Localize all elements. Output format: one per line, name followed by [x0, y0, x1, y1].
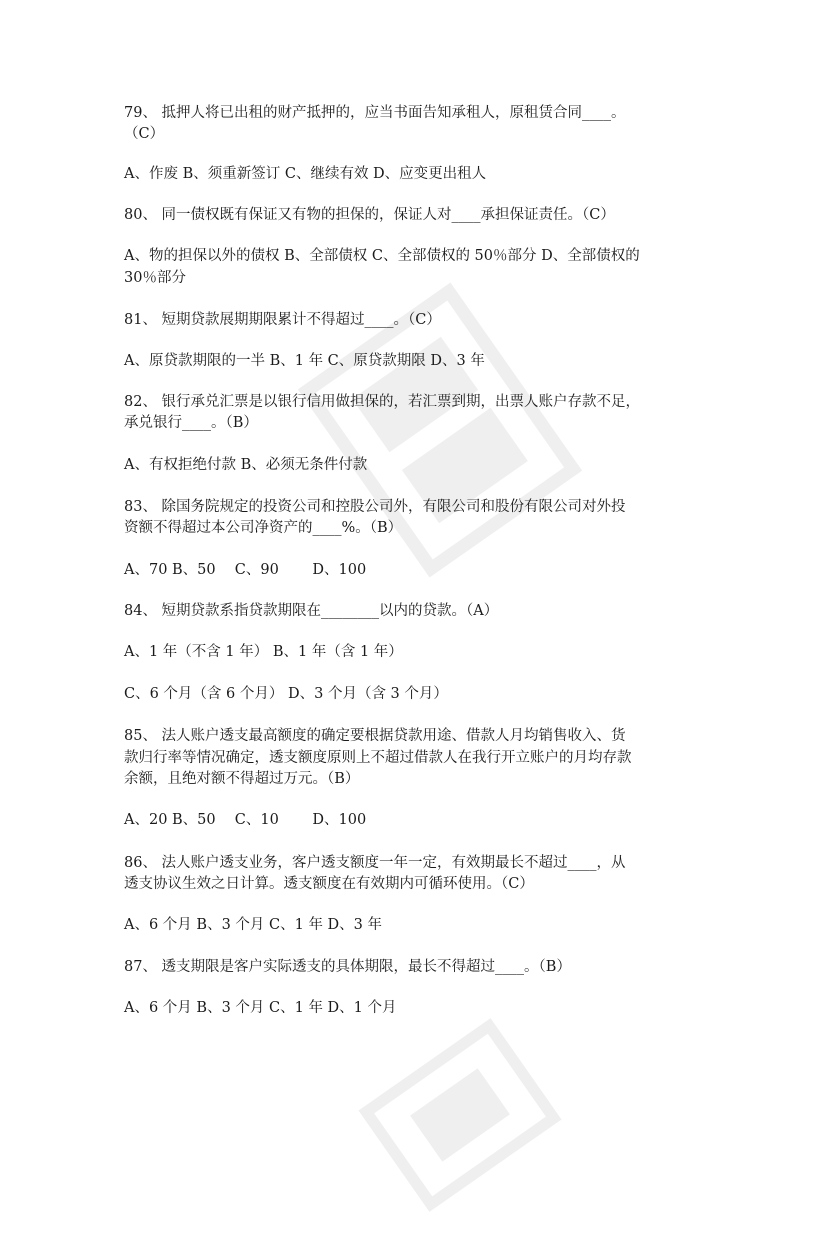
question-84-options-line-1: A、1 年（不含 1 年） B、1 年（含 1 年） — [124, 644, 403, 660]
question-83-stem-line-2: 资额不得超过本公司净资产的____%。（B） — [124, 520, 403, 536]
question-85-stem-line-2: 款归行率等情况确定，透支额度原则上不超过借款人在我行开立账户的月均存款 — [124, 750, 632, 766]
question-83-stem-line-1: 83、 除国务院规定的投资公司和控股公司外，有限公司和股份有限公司对外投 — [124, 499, 626, 515]
question-87-stem: 87、 透支期限是客户实际透支的具体期限，最长不得超过____。（B） — [124, 959, 571, 975]
question-81-options: A、原贷款期限的一半 B、1 年 C、原贷款期限 D、3 年 — [124, 353, 485, 369]
question-83-options: A、70 B、50 C、90 D、100 — [124, 562, 367, 578]
question-84-options-line-2: C、6 个月（含 6 个月） D、3 个月（含 3 个月） — [124, 686, 448, 702]
question-79-stem-line-1: 79、 抵押人将已出租的财产抵押的，应当书面告知承租人，原租赁合同____。 — [124, 105, 626, 121]
question-79-options: A、作废 B、须重新签订 C、继续有效 D、应变更出租人 — [124, 166, 487, 182]
question-85-options: A、20 B、50 C、10 D、100 — [124, 812, 367, 828]
question-87-options: A、6 个月 B、3 个月 C、1 年 D、1 个月 — [124, 1000, 397, 1016]
question-86-stem-line-1: 86、 法人账户透支业务，客户透支额度一年一定，有效期最长不超过____，从 — [124, 855, 626, 871]
question-82-stem-line-1: 82、 银行承兑汇票是以银行信用做担保的，若汇票到期，出票人账户存款不足， — [124, 394, 641, 410]
question-85-stem-line-3: 余额，且绝对额不得超过万元。（B） — [124, 771, 360, 787]
question-79-stem-line-2: （C） — [124, 126, 165, 142]
question-82-stem-line-2: 承兑银行____。（B） — [124, 415, 258, 431]
question-80-options-line-1: A、物的担保以外的债权 B、全部债权 C、全部债权的 50％部分 D、全部债权的 — [124, 248, 640, 264]
question-84-stem: 84、 短期贷款系指贷款期限在________以内的贷款。（A） — [124, 603, 499, 619]
question-82-options: A、有权拒绝付款 B、必须无条件付款 — [124, 457, 368, 473]
question-81-stem: 81、 短期贷款展期期限累计不得超过____。（C） — [124, 312, 441, 328]
question-86-stem-line-2: 透支协议生效之日计算。透支额度在有效期内可循环使用。（C） — [124, 876, 534, 892]
question-86-options: A、6 个月 B、3 个月 C、1 年 D、3 年 — [124, 917, 383, 933]
question-85-stem-line-1: 85、 法人账户透支最高额度的确定要根据贷款用途、借款人月均销售收入、货 — [124, 728, 626, 744]
question-80-stem: 80、 同一债权既有保证又有物的担保的，保证人对____承担保证责任。（C） — [124, 207, 615, 223]
watermark-logo — [335, 996, 585, 1234]
question-80-options-line-2: 30％部分 — [124, 270, 186, 286]
